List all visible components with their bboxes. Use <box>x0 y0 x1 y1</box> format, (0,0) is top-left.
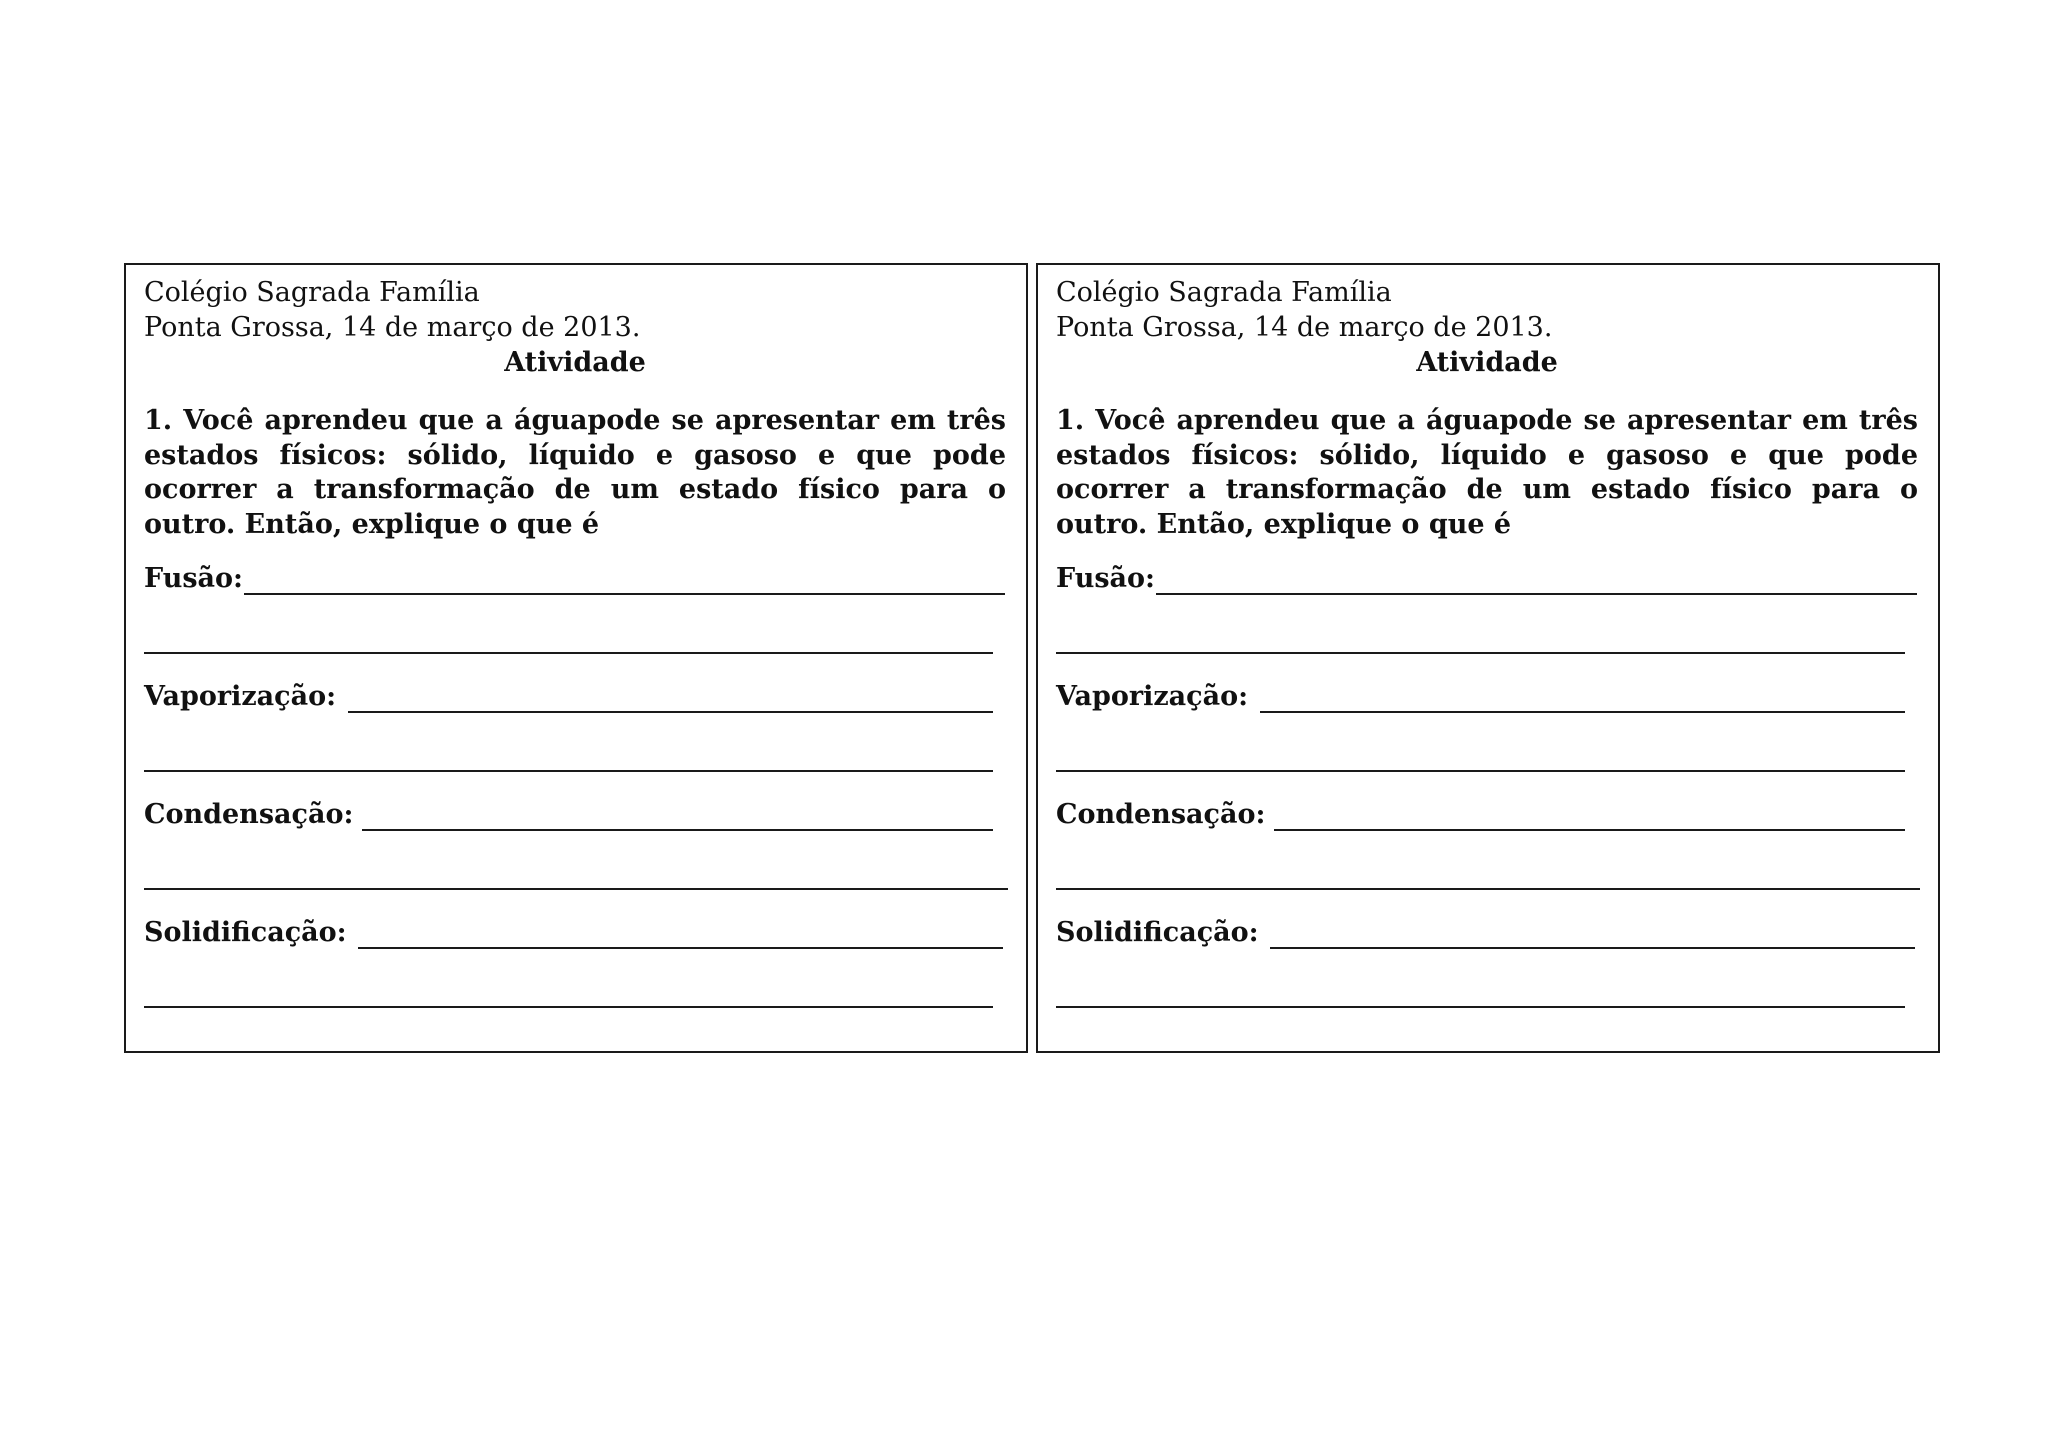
answer-line-solidificacao-2[interactable] <box>144 1006 993 1008</box>
activity-title: Atividade <box>1416 347 1558 378</box>
answer-line-condensacao-2[interactable] <box>144 888 1008 890</box>
answer-line-fusao[interactable] <box>1156 593 1917 595</box>
date-line: Ponta Grossa, 14 de março de 2013. <box>1056 312 1553 343</box>
answer-line-solidificacao[interactable] <box>358 947 1003 949</box>
answer-line-solidificacao-2[interactable] <box>1056 1006 1905 1008</box>
answer-line-vaporizacao[interactable] <box>348 711 993 713</box>
term-solidificacao: Solidificação: <box>1056 917 1259 948</box>
answer-line-condensacao[interactable] <box>362 829 993 831</box>
term-condensacao: Condensação: <box>1056 799 1266 830</box>
answer-line-solidificacao[interactable] <box>1270 947 1915 949</box>
question-text: 1. Você aprendeu que a águapode se apresentar em três estados físicos: sólido, líquido e gasoso e que pode ocorrer a transformação de um estado físico para o outro. Então, explique o que é <box>1056 405 1918 540</box>
answer-line-condensacao[interactable] <box>1274 829 1905 831</box>
answer-line-vaporizacao[interactable] <box>1260 711 1905 713</box>
question-text: 1. Você aprendeu que a águapode se apresentar em três estados físicos: sólido, líquido e gasoso e que pode ocorrer a transformação de um estado físico para o outro. Então, explique o que é <box>144 405 1006 540</box>
answer-line-condensacao-2[interactable] <box>1056 888 1920 890</box>
term-condensacao: Condensação: <box>144 799 354 830</box>
term-vaporizacao: Vaporização: <box>144 681 337 712</box>
school-name: Colégio Sagrada Família <box>144 277 480 308</box>
worksheet-header <box>1056 275 1918 542</box>
answer-line-vaporizacao-2[interactable] <box>144 770 993 772</box>
answer-line-fusao[interactable] <box>244 593 1005 595</box>
answer-line-vaporizacao-2[interactable] <box>1056 770 1905 772</box>
school-name: Colégio Sagrada Família <box>1056 277 1392 308</box>
worksheet-header <box>144 275 1006 542</box>
worksheet-left <box>124 263 1028 1053</box>
term-vaporizacao: Vaporização: <box>1056 681 1249 712</box>
term-fusao: Fusão: <box>1056 563 1155 594</box>
answer-line-fusao-2[interactable] <box>144 652 993 654</box>
term-solidificacao: Solidificação: <box>144 917 347 948</box>
activity-title: Atividade <box>504 347 646 378</box>
answer-line-fusao-2[interactable] <box>1056 652 1905 654</box>
term-fusao: Fusão: <box>144 563 243 594</box>
date-line: Ponta Grossa, 14 de março de 2013. <box>144 312 641 343</box>
worksheet-right <box>1036 263 1940 1053</box>
